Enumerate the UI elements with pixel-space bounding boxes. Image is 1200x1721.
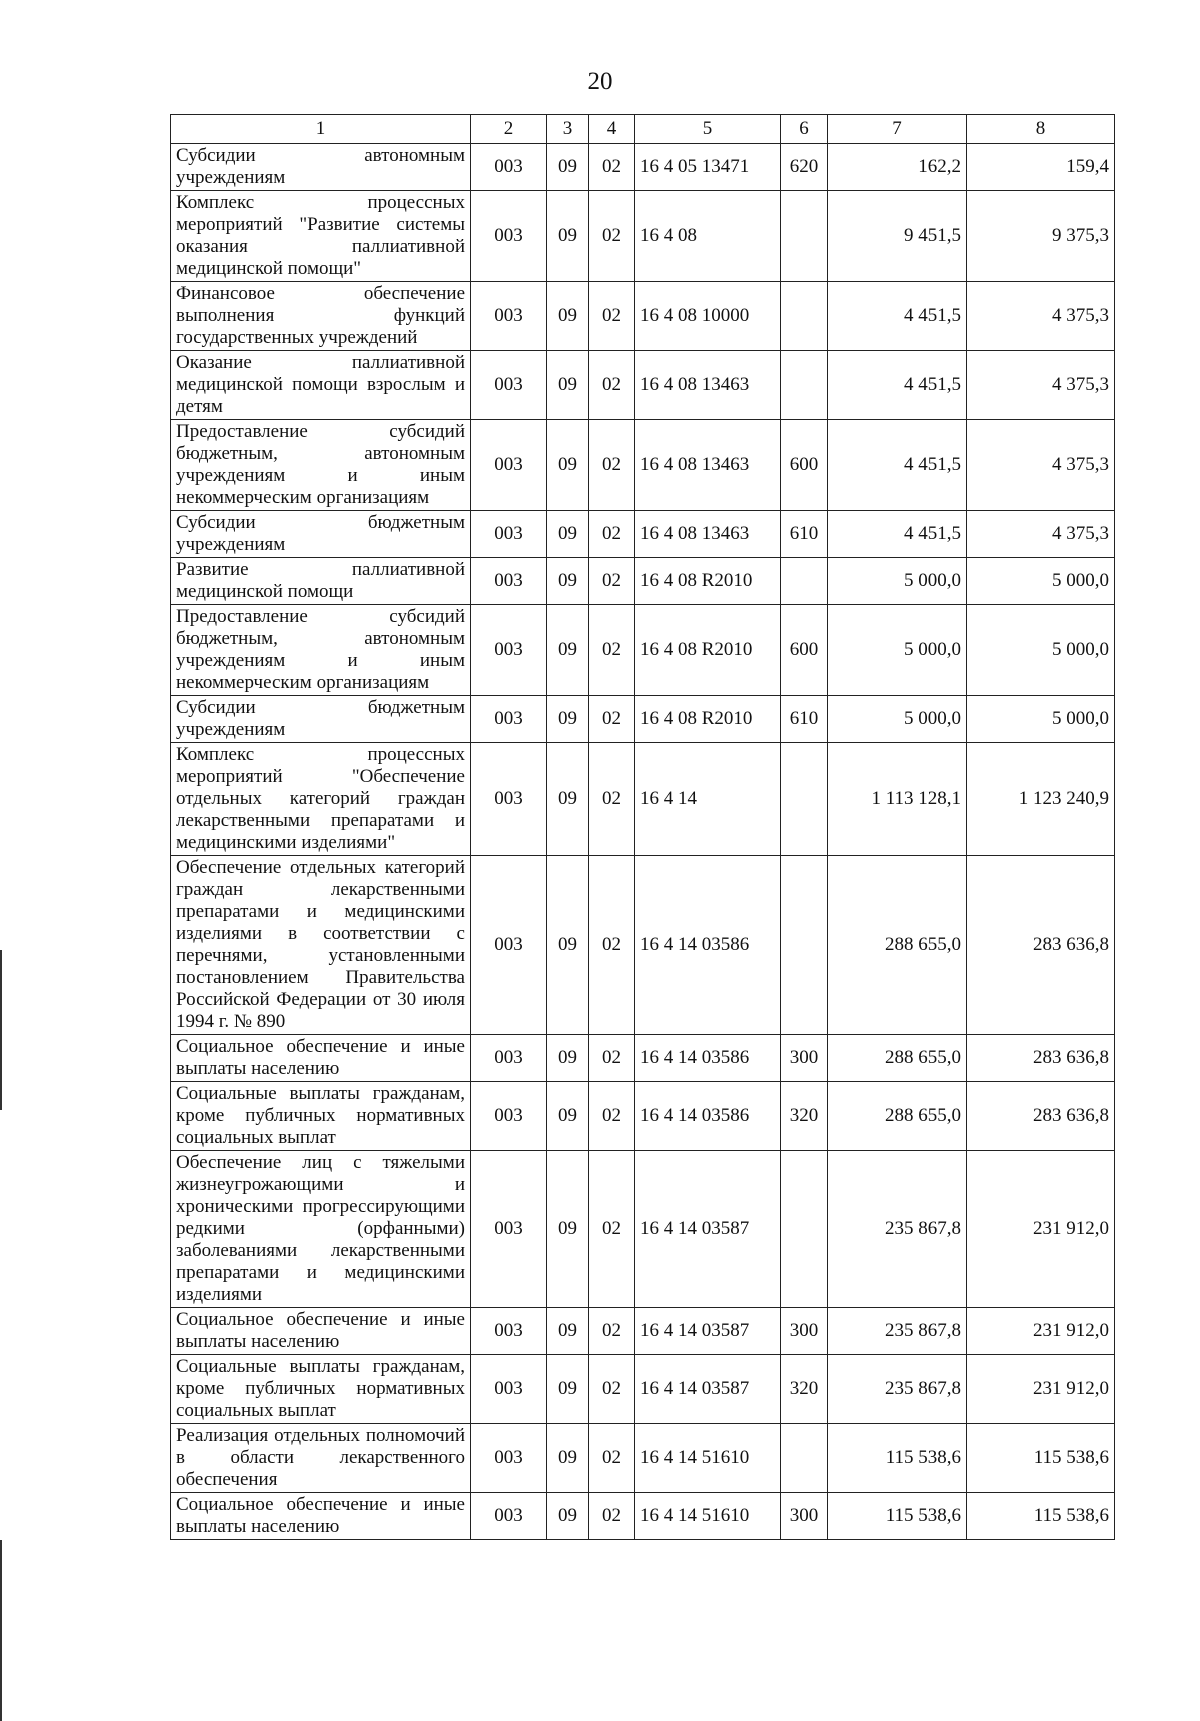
row-name-cell: Комплекс процессных мероприятий "Развитие системы оказания паллиативной медицинской помощи": [171, 191, 471, 282]
code-2-cell: 003: [471, 696, 547, 743]
amount-8-cell: 4 375,3: [967, 511, 1115, 558]
expense-type-cell: [781, 282, 828, 351]
table-row: [171, 1035, 1115, 1082]
expense-type-cell: [781, 1151, 828, 1308]
code-4-cell: 02: [589, 282, 635, 351]
amount-7-cell: 5 000,0: [828, 605, 967, 696]
target-code-cell: 16 4 08 13463: [635, 420, 781, 511]
row-name-cell: Предоставление субсидий бюджетным, автономным учреждениям и иным некоммерческим организациям: [171, 605, 471, 696]
page-number: 20: [587, 68, 613, 95]
code-3-cell: 09: [547, 1493, 589, 1540]
code-4-cell: 02: [589, 1355, 635, 1424]
amount-8-cell: 5 000,0: [967, 605, 1115, 696]
table-row: [171, 1151, 1115, 1308]
amount-8-cell: 283 636,8: [967, 1082, 1115, 1151]
row-name-cell: Социальные выплаты гражданам, кроме публичных нормативных социальных выплат: [171, 1355, 471, 1424]
expense-type-cell: [781, 558, 828, 605]
code-3-cell: 09: [547, 743, 589, 856]
expense-type-cell: [781, 1424, 828, 1493]
code-2-cell: 003: [471, 1424, 547, 1493]
amount-8-cell: 9 375,3: [967, 191, 1115, 282]
row-name-cell: Финансовое обеспечение выполнения функций государственных учреждений: [171, 282, 471, 351]
expense-type-cell: [781, 743, 828, 856]
row-name-cell: Предоставление субсидий бюджетным, автономным учреждениям и иным некоммерческим организациям: [171, 420, 471, 511]
code-2-cell: 003: [471, 282, 547, 351]
amount-7-cell: 5 000,0: [828, 696, 967, 743]
code-3-cell: 09: [547, 191, 589, 282]
code-3-cell: 09: [547, 1082, 589, 1151]
column-header-6: 6: [781, 115, 828, 144]
amount-7-cell: 4 451,5: [828, 420, 967, 511]
scan-edge-mark: [0, 950, 2, 1110]
row-name-cell: Комплекс процессных мероприятий "Обеспечение отдельных категорий граждан лекарственными препаратами и медицинскими изделиями": [171, 743, 471, 856]
row-name-cell: Обеспечение лиц с тяжелыми жизнеугрожающими и хроническими прогрессирующими редкими (орфанными) заболеваниями лекарственными препаратами и медицинскими изделиями: [171, 1151, 471, 1308]
target-code-cell: 16 4 08 R2010: [635, 558, 781, 605]
code-4-cell: 02: [589, 420, 635, 511]
code-3-cell: 09: [547, 1151, 589, 1308]
column-header-1: 1: [171, 115, 471, 144]
target-code-cell: 16 4 14 03586: [635, 1035, 781, 1082]
target-code-cell: 16 4 14: [635, 743, 781, 856]
table-row: [171, 696, 1115, 743]
code-3-cell: 09: [547, 696, 589, 743]
code-4-cell: 02: [589, 1035, 635, 1082]
amount-8-cell: 231 912,0: [967, 1151, 1115, 1308]
target-code-cell: 16 4 14 51610: [635, 1424, 781, 1493]
expense-type-cell: 300: [781, 1035, 828, 1082]
target-code-cell: 16 4 08: [635, 191, 781, 282]
expense-type-cell: 300: [781, 1308, 828, 1355]
target-code-cell: 16 4 08 R2010: [635, 605, 781, 696]
code-4-cell: 02: [589, 1151, 635, 1308]
expense-type-cell: 320: [781, 1082, 828, 1151]
amount-8-cell: 231 912,0: [967, 1355, 1115, 1424]
target-code-cell: 16 4 14 03587: [635, 1308, 781, 1355]
target-code-cell: 16 4 14 03587: [635, 1355, 781, 1424]
code-4-cell: 02: [589, 1493, 635, 1540]
target-code-cell: 16 4 08 10000: [635, 282, 781, 351]
budget-table: [170, 114, 1115, 1540]
target-code-cell: 16 4 08 13463: [635, 351, 781, 420]
code-2-cell: 003: [471, 1035, 547, 1082]
row-name-cell: Обеспечение отдельных категорий граждан лекарственными препаратами и медицинскими изделиями в соответствии с перечнями, установленными постановлением Правительства Российской Федерации от 30 июля 1994 г. № 890: [171, 856, 471, 1035]
code-3-cell: 09: [547, 558, 589, 605]
table-row: [171, 351, 1115, 420]
column-header-2: 2: [471, 115, 547, 144]
expense-type-cell: 620: [781, 144, 828, 191]
code-2-cell: 003: [471, 605, 547, 696]
expense-type-cell: 610: [781, 511, 828, 558]
expense-type-cell: 600: [781, 420, 828, 511]
expense-type-cell: 610: [781, 696, 828, 743]
code-3-cell: 09: [547, 351, 589, 420]
target-code-cell: 16 4 05 13471: [635, 144, 781, 191]
code-3-cell: 09: [547, 144, 589, 191]
code-2-cell: 003: [471, 1355, 547, 1424]
expense-type-cell: [781, 856, 828, 1035]
table-row: [171, 605, 1115, 696]
code-3-cell: 09: [547, 511, 589, 558]
code-4-cell: 02: [589, 743, 635, 856]
column-header-7: 7: [828, 115, 967, 144]
code-2-cell: 003: [471, 191, 547, 282]
table-row: [171, 1493, 1115, 1540]
table-row: [171, 1355, 1115, 1424]
table-body: [171, 144, 1115, 1540]
row-name-cell: Субсидии бюджетным учреждениям: [171, 696, 471, 743]
amount-7-cell: 115 538,6: [828, 1493, 967, 1540]
expense-type-cell: 320: [781, 1355, 828, 1424]
target-code-cell: 16 4 08 13463: [635, 511, 781, 558]
expense-type-cell: [781, 351, 828, 420]
target-code-cell: 16 4 14 03586: [635, 856, 781, 1035]
amount-8-cell: 115 538,6: [967, 1493, 1115, 1540]
amount-7-cell: 162,2: [828, 144, 967, 191]
amount-7-cell: 1 113 128,1: [828, 743, 967, 856]
code-2-cell: 003: [471, 558, 547, 605]
code-2-cell: 003: [471, 1151, 547, 1308]
code-3-cell: 09: [547, 1424, 589, 1493]
amount-8-cell: 231 912,0: [967, 1308, 1115, 1355]
row-name-cell: Реализация отдельных полномочий в области лекарственного обеспечения: [171, 1424, 471, 1493]
table-row: [171, 856, 1115, 1035]
target-code-cell: 16 4 14 03586: [635, 1082, 781, 1151]
amount-7-cell: 5 000,0: [828, 558, 967, 605]
table-row: [171, 282, 1115, 351]
code-3-cell: 09: [547, 1308, 589, 1355]
row-name-cell: Субсидии бюджетным учреждениям: [171, 511, 471, 558]
row-name-cell: Субсидии автономным учреждениям: [171, 144, 471, 191]
column-header-row: [171, 115, 1115, 144]
code-4-cell: 02: [589, 856, 635, 1035]
amount-7-cell: 235 867,8: [828, 1308, 967, 1355]
amount-8-cell: 4 375,3: [967, 351, 1115, 420]
code-2-cell: 003: [471, 1082, 547, 1151]
table-row: [171, 511, 1115, 558]
code-3-cell: 09: [547, 856, 589, 1035]
amount-7-cell: 235 867,8: [828, 1355, 967, 1424]
column-header-5: 5: [635, 115, 781, 144]
table-row: [171, 743, 1115, 856]
row-name-cell: Социальное обеспечение и иные выплаты населению: [171, 1493, 471, 1540]
amount-8-cell: 5 000,0: [967, 558, 1115, 605]
code-4-cell: 02: [589, 558, 635, 605]
scan-edge-mark-lower: [0, 1540, 2, 1721]
table-row: [171, 558, 1115, 605]
target-code-cell: 16 4 14 03587: [635, 1151, 781, 1308]
row-name-cell: Социальные выплаты гражданам, кроме публичных нормативных социальных выплат: [171, 1082, 471, 1151]
code-4-cell: 02: [589, 1082, 635, 1151]
code-3-cell: 09: [547, 282, 589, 351]
amount-7-cell: 9 451,5: [828, 191, 967, 282]
row-name-cell: Социальное обеспечение и иные выплаты населению: [171, 1035, 471, 1082]
table-row: [171, 1424, 1115, 1493]
expense-type-cell: 300: [781, 1493, 828, 1540]
table-row: [171, 144, 1115, 191]
code-4-cell: 02: [589, 1424, 635, 1493]
table-row: [171, 1082, 1115, 1151]
amount-8-cell: 4 375,3: [967, 420, 1115, 511]
table-row: [171, 191, 1115, 282]
amount-7-cell: 288 655,0: [828, 1035, 967, 1082]
code-4-cell: 02: [589, 1308, 635, 1355]
code-3-cell: 09: [547, 1035, 589, 1082]
amount-7-cell: 4 451,5: [828, 351, 967, 420]
amount-7-cell: 288 655,0: [828, 1082, 967, 1151]
row-name-cell: Развитие паллиативной медицинской помощи: [171, 558, 471, 605]
code-4-cell: 02: [589, 511, 635, 558]
code-3-cell: 09: [547, 605, 589, 696]
column-header-4: 4: [589, 115, 635, 144]
code-4-cell: 02: [589, 144, 635, 191]
amount-7-cell: 288 655,0: [828, 856, 967, 1035]
amount-8-cell: 5 000,0: [967, 696, 1115, 743]
code-3-cell: 09: [547, 1355, 589, 1424]
code-2-cell: 003: [471, 351, 547, 420]
table-row: [171, 420, 1115, 511]
code-2-cell: 003: [471, 1308, 547, 1355]
code-4-cell: 02: [589, 605, 635, 696]
expense-type-cell: [781, 191, 828, 282]
column-header-3: 3: [547, 115, 589, 144]
code-2-cell: 003: [471, 743, 547, 856]
code-4-cell: 02: [589, 351, 635, 420]
code-2-cell: 003: [471, 856, 547, 1035]
amount-8-cell: 159,4: [967, 144, 1115, 191]
column-header-8: 8: [967, 115, 1115, 144]
amount-8-cell: 1 123 240,9: [967, 743, 1115, 856]
amount-7-cell: 115 538,6: [828, 1424, 967, 1493]
amount-7-cell: 4 451,5: [828, 511, 967, 558]
amount-8-cell: 115 538,6: [967, 1424, 1115, 1493]
amount-8-cell: 283 636,8: [967, 1035, 1115, 1082]
code-2-cell: 003: [471, 1493, 547, 1540]
expense-type-cell: 600: [781, 605, 828, 696]
target-code-cell: 16 4 14 51610: [635, 1493, 781, 1540]
row-name-cell: Социальное обеспечение и иные выплаты населению: [171, 1308, 471, 1355]
amount-7-cell: 235 867,8: [828, 1151, 967, 1308]
code-2-cell: 003: [471, 511, 547, 558]
code-2-cell: 003: [471, 420, 547, 511]
code-2-cell: 003: [471, 144, 547, 191]
target-code-cell: 16 4 08 R2010: [635, 696, 781, 743]
table-row: [171, 1308, 1115, 1355]
amount-8-cell: 4 375,3: [967, 282, 1115, 351]
amount-8-cell: 283 636,8: [967, 856, 1115, 1035]
code-4-cell: 02: [589, 696, 635, 743]
amount-7-cell: 4 451,5: [828, 282, 967, 351]
code-3-cell: 09: [547, 420, 589, 511]
row-name-cell: Оказание паллиативной медицинской помощи взрослым и детям: [171, 351, 471, 420]
code-4-cell: 02: [589, 191, 635, 282]
